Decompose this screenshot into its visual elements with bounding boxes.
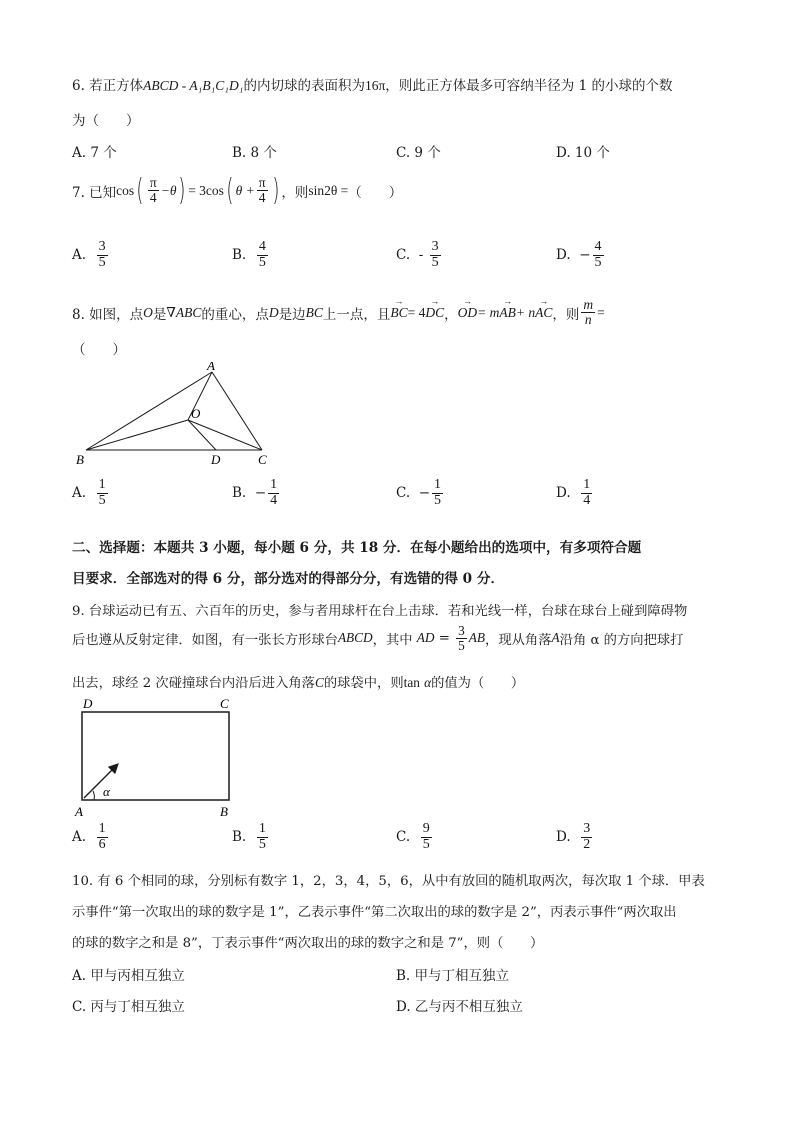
section2-heading-line1: 二、选择题：本题共 3 小题，每小题 6 分，共 18 分．在每小题给出的选项中，有多项符合题 <box>72 540 642 556</box>
q8-triangle-figure <box>70 362 280 470</box>
q9-label-alpha: α <box>103 784 110 799</box>
q9-label-d: D <box>83 696 93 711</box>
q9-label-a: A <box>75 804 83 819</box>
q8-option-c[interactable]: C. − $\frac{1}{5}$ <box>396 477 442 508</box>
q8-label-c: C <box>258 452 267 467</box>
q9-line1: 9. 台球运动已有五、六百年的历史，参与者用球杆在台上击球．若和光线一样，台球在球台上碰到障碍物 <box>72 604 688 619</box>
q8-vector-od: → OD <box>458 305 478 321</box>
q8-option-b[interactable]: B. − $\frac{1}{4}$ <box>232 477 278 508</box>
q9-billiard-table-figure <box>70 694 250 822</box>
q7-theta-plus: θ + <box>235 182 255 198</box>
q10-line1: 10. 有 6 个相同的球，分别标有数字 1，2，3，4，5，6，从中有放回的随机取两次，每次取 1 个球．甲表 <box>72 874 705 889</box>
q9-option-a[interactable]: A. $\frac{1}{6}$ <box>72 821 106 852</box>
q8-label-d: D <box>211 452 221 467</box>
q7-option-b[interactable]: B. $\frac{4}{5}$ <box>232 239 266 270</box>
q7-answer-paren: （ ） <box>348 184 403 201</box>
q8-segment-oc <box>188 420 262 450</box>
q9-ratio: $\frac{3}{5}$ <box>458 623 465 653</box>
q7-pi-over-4-right: $\frac{\pi}{4}$ <box>258 174 266 205</box>
q8-vector-ab: → AB <box>499 305 516 321</box>
q9-line3: 出去，球经 2 次碰撞球台内沿后进入角落C的球袋中，则tan α的值为（ ） <box>72 675 525 691</box>
q8-vector-dc: → DC <box>425 305 444 321</box>
q7-option-d[interactable]: D. − $\frac{4}{5}$ <box>556 239 602 270</box>
q7-option-c[interactable]: C. - $\frac{3}{5}$ <box>396 239 439 270</box>
q8-option-d[interactable]: D. $\frac{1}{4}$ <box>556 477 591 508</box>
q9-label-b: B <box>220 804 228 819</box>
q6-option-c[interactable]: C. 9 个 <box>396 145 441 161</box>
q10-option-d[interactable]: D. 乙与丙不相互独立 <box>396 999 523 1015</box>
q6-sphere-area: 16π <box>364 78 386 93</box>
q6-option-a[interactable]: A. 7 个 <box>72 145 117 161</box>
q9-label-c: C <box>220 696 229 711</box>
q7-sin2theta: sin2θ = <box>308 182 349 198</box>
q8-option-a[interactable]: A. $\frac{1}{5}$ <box>72 477 106 508</box>
q7-cos-left: cos <box>116 182 135 198</box>
q10-option-b[interactable]: B. 甲与丁相互独立 <box>396 968 510 984</box>
q8-label-b: B <box>76 452 84 467</box>
q6-cube-name: ABCD - A₁B₁C₁D₁ <box>143 78 244 93</box>
q9-option-c[interactable]: C. $\frac{9}{5}$ <box>396 821 430 852</box>
q8-triangle: ∇ABC <box>166 304 202 320</box>
q6-line2: 为（ ） <box>72 113 140 129</box>
q7-option-a[interactable]: A. $\frac{3}{5}$ <box>72 239 106 270</box>
q8-vector-bc: → BC <box>390 305 407 321</box>
q8-segment-bo <box>86 420 188 450</box>
q10-option-a[interactable]: A. 甲与丙相互独立 <box>72 968 185 984</box>
q8-line2: （ ） <box>72 342 126 358</box>
q7-eq-3cos: = 3cos <box>188 182 224 198</box>
q8-label-a: A <box>207 362 215 373</box>
q6-text: 6. 若正方体 <box>72 78 144 94</box>
q6-text-post: ，则此正方体最多可容纳半径为 1 的小球的个数 <box>385 78 673 94</box>
q8-stem: 8. 如图，点 O 是 ∇ABC 的重心，点 D 是边 BC 上一点，且 → BC = 4 → DC ， → OD = m → AB + n → AC ，则 $\frac{m}{n}$ = <box>72 298 605 327</box>
q8-label-o: O <box>191 406 201 421</box>
q6-text-mid: 的内切球的表面积为 <box>243 78 365 94</box>
q9-option-b[interactable]: B. $\frac{1}{5}$ <box>232 821 266 852</box>
q10-line3: 的球的数字之和是 8”，丁表示事件“两次取出的球的数字之和是 7”，则（ ） <box>72 936 544 951</box>
q7-pi-over-4-left: $\frac{\pi}{4}$ <box>149 174 157 205</box>
q9-option-d[interactable]: D. $\frac{3}{2}$ <box>556 821 591 852</box>
q7-stem: 7. 已知 cos ( $\frac{\pi}{4}$ −θ ) = 3cos ( θ + $\frac{\pi}{4}$ ) ，则 sin2θ = （ ） <box>72 173 403 208</box>
q10-line2: 示事件“第一次取出的球的数字是 1”，乙表示事件“第二次取出的球的数字是 2”，丙表示事件“两次取出 <box>72 905 677 920</box>
section2-heading-line2: 目要求．全部选对的得 6 分，部分选对的得部分分，有选错的得 0 分． <box>72 571 505 587</box>
q6-option-b[interactable]: B. 8 个 <box>232 145 277 161</box>
q7-minus-theta: −θ <box>160 182 177 198</box>
q10-option-c[interactable]: C. 丙与丁相互独立 <box>72 999 185 1015</box>
q8-edge-ac <box>212 372 262 450</box>
q9-shot-arrow <box>84 765 117 798</box>
q9-angle-arc <box>93 791 94 800</box>
q6-line1 <box>72 74 672 94</box>
q6-option-d[interactable]: D. 10 个 <box>556 145 610 161</box>
q8-segment-od <box>188 420 216 450</box>
q7-prefix: 7. 已知 <box>72 184 117 201</box>
q7-then: ，则 <box>281 184 309 201</box>
q9-line2: 后也遵从反射定律．如图，有一张长方形球台 ABCD ，其中 AD = $\frac{3}{5}$ AB ，现从角落 A 沿角 α 的方向把球打 <box>72 623 684 653</box>
q8-m-over-n: $\frac{m}{n}$ <box>583 297 594 328</box>
q8-vector-ac: → AC <box>535 305 552 321</box>
